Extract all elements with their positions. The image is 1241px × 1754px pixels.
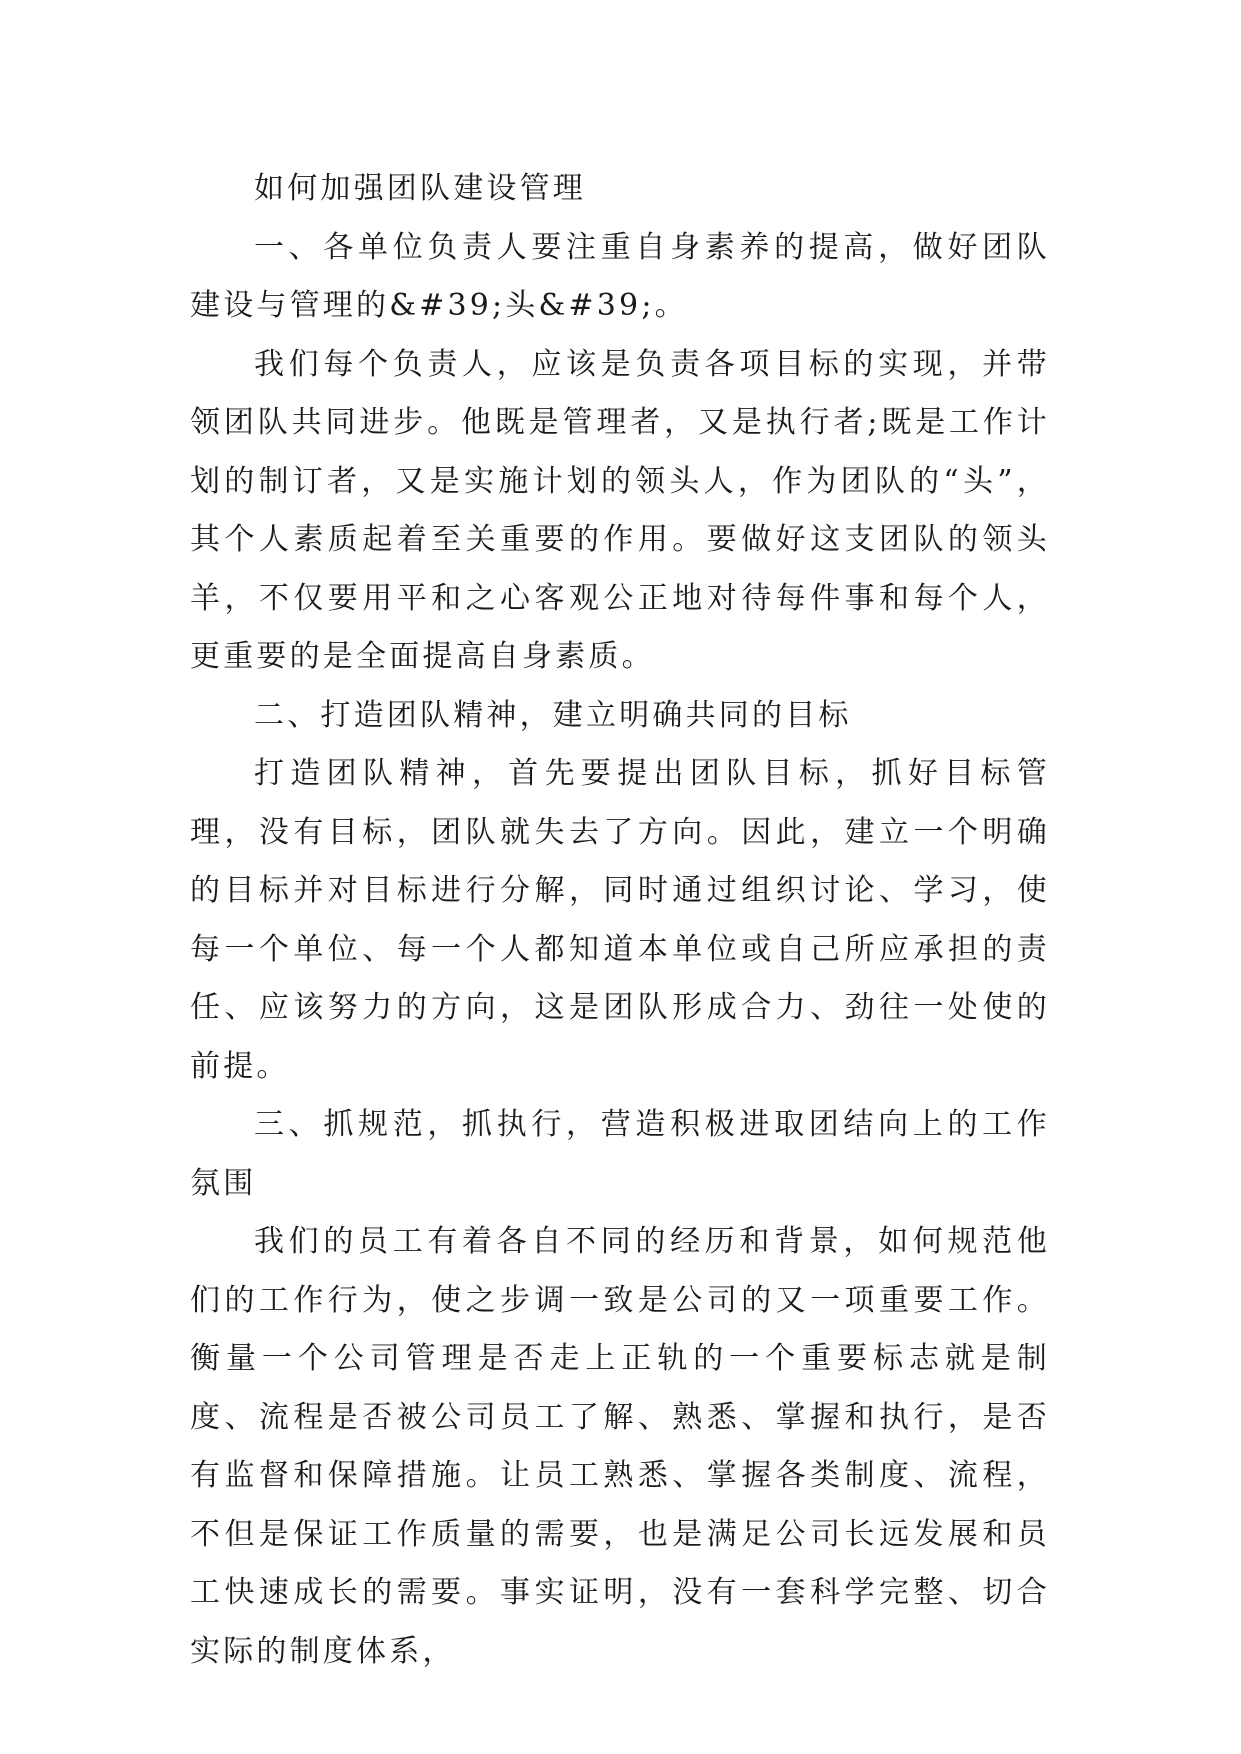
paragraph-section-1-body: 我们每个负责人，应该是负责各项目标的实现，并带领团队共同进步。他既是管理者，又是执行者;既是工作计划的制订者，又是实施计划的领头人，作为团队的“头”，其个人素质起着至关重要的作用。要做好这支团队的领头羊，不仅要用平和之心客观公正地对待每件事和每个人，更重要的是全面提高自身素质。 [190, 346, 1050, 674]
paragraph-section-1-heading: 一、各单位负责人要注重自身素养的提高，做好团队建设与管理的&#39;头&#39;。 [190, 229, 1050, 323]
paragraph-section-3-body: 我们的员工有着各自不同的经历和背景，如何规范他们的工作行为，使之步调一致是公司的又一项重要工作。衡量一个公司管理是否走上正轨的一个重要标志就是制度、流程是否被公司员工了解、熟悉、掌握和执行，是否有监督和保障措施。让员工熟悉、掌握各类制度、流程，不但是保证工作质量的需要，也是满足公司长远发展和员工快速成长的需要。事实证明，没有一套科学完整、切合实际的制度体系， [190, 1224, 1050, 1669]
paragraph-section-2-heading: 二、打造团队精神，建立明确共同的目标 [254, 697, 852, 733]
document-body [190, 160, 1050, 1681]
paragraph-section-3-heading: 三、抓规范，抓执行，营造积极进取团结向上的工作氛围 [190, 1107, 1050, 1201]
document-title: 如何加强团队建设管理 [254, 171, 586, 206]
paragraph-section-2-body: 打造团队精神，首先要提出团队目标，抓好目标管理，没有目标，团队就失去了方向。因此，建立一个明确的目标并对目标进行分解，同时通过组织讨论、学习，使每一个单位、每一个人都知道本单位或自己所应承担的责任、应该努力的方向，这是团队形成合力、劲往一处使的前提。 [190, 756, 1050, 1084]
